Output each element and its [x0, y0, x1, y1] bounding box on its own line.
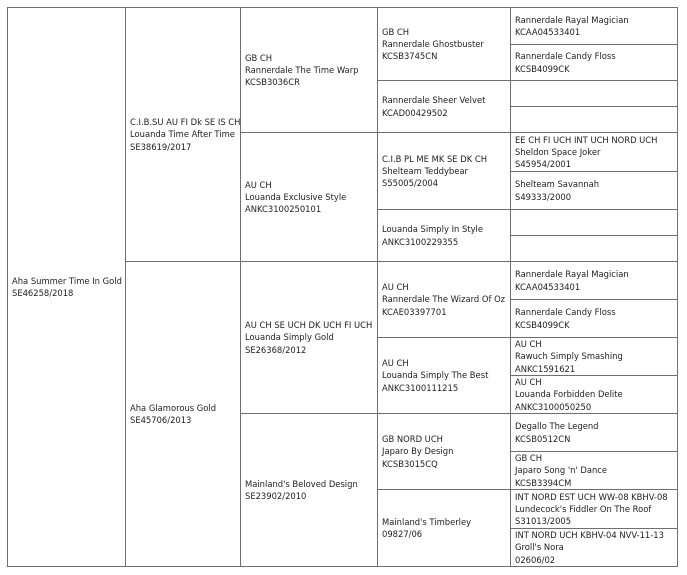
- dam-cell: [125, 261, 241, 567]
- ds-cell: [240, 261, 378, 414]
- g9-name: Rannerdale Rayal Magician: [515, 269, 629, 280]
- sd-name: Louanda Exclusive Style: [245, 191, 347, 202]
- ssd-cell: [377, 80, 511, 133]
- g12-reg: ANKC3100050250: [515, 401, 592, 412]
- ds-reg: SE26368/2012: [245, 344, 307, 355]
- g12-title: AU CH: [515, 377, 542, 388]
- g1-cell: [510, 7, 678, 45]
- subject-reg: SE46258/2018: [12, 288, 74, 298]
- ss-reg: KCSB3036CR: [245, 77, 300, 88]
- g15-name: Lundecock's Fiddler On The Roof: [515, 503, 652, 514]
- sire-reg: SE38619/2017: [130, 141, 192, 152]
- ds-name: Louanda Simply Gold: [245, 332, 334, 343]
- subject-name: Aha Summer Time In Gold: [12, 275, 122, 286]
- sds-reg: S55005/2004: [382, 178, 439, 189]
- sdd-name: Louanda Simply In Style: [382, 224, 484, 235]
- dd-reg: SE23902/2010: [245, 491, 307, 501]
- ds-title: AU CH SE UCH DK UCH FI UCH: [245, 320, 373, 331]
- dss-cell: [377, 261, 511, 338]
- dsd-cell: [377, 337, 511, 414]
- g10-reg: KCSB4099CK: [515, 319, 570, 330]
- sire-title: C.I.B.SU AU FI Dk SE IS CH: [130, 117, 241, 128]
- g9-cell: [510, 261, 678, 300]
- sds-name: Shelteam Teddybear: [382, 165, 468, 176]
- ss-cell: [240, 7, 378, 133]
- g15-title: INT NORD EST UCH WW-08 KBHV-08: [515, 491, 668, 502]
- g13-name: Degallo The Legend: [515, 421, 599, 432]
- g6-name: Shelteam Savannah: [515, 179, 600, 190]
- dam-reg: SE45706/2013: [130, 415, 192, 425]
- sss-reg: KCSB3745CN: [382, 51, 438, 62]
- g2-name: Rannerdale Candy Floss: [515, 51, 616, 62]
- ss-name: Rannerdale The Time Warp: [245, 64, 359, 75]
- sd-cell: [240, 132, 378, 262]
- sd-title: AU CH: [245, 179, 272, 190]
- g1-reg: KCAA04533401: [515, 27, 581, 37]
- g5-title: EE CH FI UCH INT UCH NORD UCH: [515, 134, 658, 145]
- sss-name: Rannerdale Ghostbuster: [382, 38, 484, 49]
- g1-name: Rannerdale Rayal Magician: [515, 14, 629, 25]
- ssd-name: Rannerdale Sheer Velvet: [382, 95, 486, 106]
- g11-reg: ANKC1591621: [515, 363, 576, 374]
- g5-cell: [510, 132, 678, 172]
- dd-cell: [240, 413, 378, 567]
- g3-cell-empty: [510, 80, 678, 107]
- g12-cell: [510, 375, 678, 414]
- g14-cell: [510, 451, 678, 490]
- g4-cell-empty: [510, 106, 678, 133]
- sss-title: GB CH: [382, 26, 410, 37]
- g15-reg: S31013/2005: [515, 516, 572, 527]
- sire-name: Louanda Time After Time: [130, 129, 235, 140]
- g14-title: GB CH: [515, 453, 543, 464]
- sd-reg: ANKC3100250101: [245, 204, 322, 215]
- ssd-reg: KCAD00429502: [382, 107, 448, 118]
- g6-reg: S49333/2000: [515, 191, 572, 202]
- g2-cell: [510, 44, 678, 81]
- g12-name: Louanda Forbidden Delite: [515, 389, 623, 400]
- g11-name: Rawuch Simply Smashing: [515, 351, 623, 362]
- dsd-reg: ANKC3100111215: [382, 382, 459, 393]
- g15-cell: [510, 489, 678, 529]
- sire-cell: [125, 7, 241, 262]
- dds-name: Japaro By Design: [382, 446, 454, 457]
- dss-name: Rannerdale The Wizard Of Oz: [382, 294, 506, 305]
- g10-cell: [510, 299, 678, 338]
- dds-reg: KCSB3015CQ: [382, 458, 438, 469]
- ss-title: GB CH: [245, 52, 273, 63]
- ddd-name: Mainland's Timberley: [382, 516, 472, 527]
- sds-cell: [377, 132, 511, 210]
- g14-reg: KCSB3394CM: [515, 477, 572, 488]
- dd-name: Mainland's Beloved Design: [245, 478, 358, 489]
- g13-reg: KCSB0512CN: [515, 433, 571, 444]
- g11-title: AU CH: [515, 339, 542, 350]
- g5-name: Sheldon Space Joker: [515, 146, 601, 157]
- dss-title: AU CH: [382, 282, 409, 293]
- sdd-cell: [377, 209, 511, 262]
- g9-reg: KCAA04533401: [515, 281, 581, 292]
- sdd-reg: ANKC3100229355: [382, 236, 459, 247]
- g11-cell: [510, 337, 678, 376]
- g7-cell-empty: [510, 209, 678, 236]
- g5-reg: S45954/2001: [515, 159, 572, 170]
- g6-cell: [510, 171, 678, 210]
- g14-name: Japaro Song 'n' Dance: [515, 465, 608, 476]
- g16-name: Groll's Nora: [515, 542, 564, 553]
- ddd-reg: 09827/06: [382, 529, 423, 539]
- dsd-title: AU CH: [382, 358, 409, 369]
- sds-title: C.I.B PL ME MK SE DK CH: [382, 153, 488, 164]
- g2-reg: KCSB4099CK: [515, 63, 570, 74]
- g8-cell-empty: [510, 235, 678, 262]
- g16-title: INT NORD UCH KBHV-04 NVV-11-13: [515, 530, 664, 541]
- dds-title: GB NORD UCH: [382, 434, 443, 445]
- sss-cell: [377, 7, 511, 81]
- ddd-cell: [377, 489, 511, 567]
- g10-name: Rannerdale Candy Floss: [515, 307, 616, 318]
- dds-cell: [377, 413, 511, 490]
- g16-cell: [510, 528, 678, 567]
- dam-name: Aha Glamorous Gold: [130, 402, 217, 413]
- dss-reg: KCAE03397701: [382, 306, 447, 317]
- dsd-name: Louanda Simply The Best: [382, 370, 489, 381]
- g16-reg: 02606/02: [515, 554, 556, 565]
- subject-cell: [7, 7, 126, 567]
- g13-cell: [510, 413, 678, 452]
